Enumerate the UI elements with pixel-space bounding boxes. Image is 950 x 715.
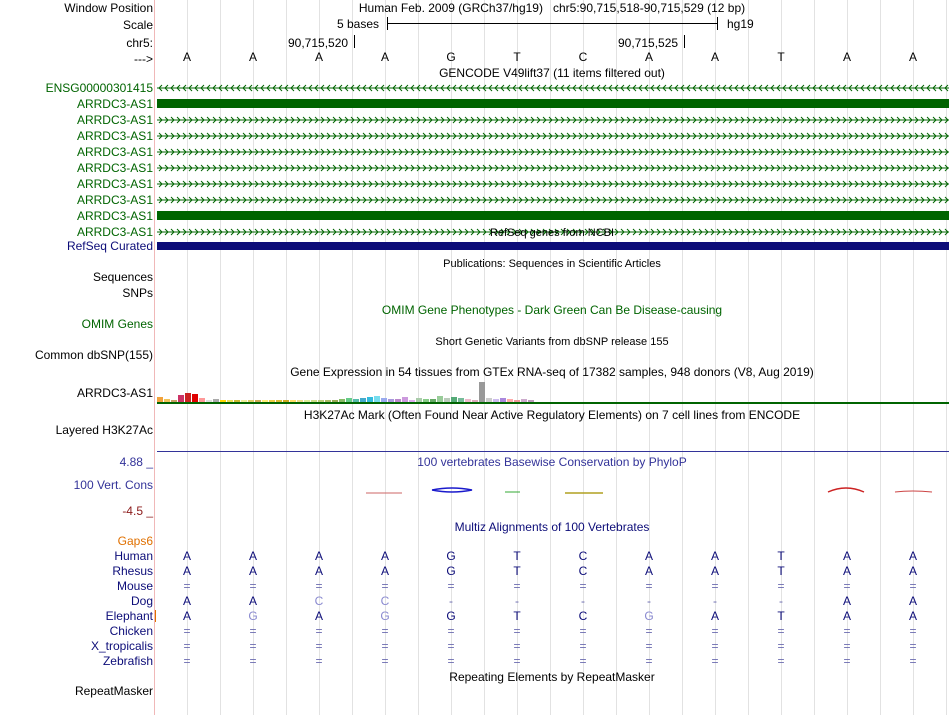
alignment-base: = [381, 639, 389, 653]
alignment-base: = [381, 654, 389, 668]
alignment-base: - [779, 594, 783, 608]
gencode-item-label[interactable]: ARRDC3-AS1 [76, 161, 153, 175]
alignment-base: = [315, 654, 323, 668]
alignment-base: = [579, 579, 587, 593]
dbsnp-track-title[interactable]: Short Genetic Variants from dbSNP release 155 [435, 336, 669, 348]
alignment-base: A [248, 549, 258, 563]
assembly-label: hg19 [727, 17, 754, 31]
alignment-base: G [446, 564, 456, 578]
alignment-base: A [182, 549, 192, 563]
window-position-label: Window Position [64, 1, 153, 15]
window-position-value: Human Feb. 2009 (GRCh37/hg19) chr5:90,715,518-90,715,529 (12 bp) [358, 1, 746, 15]
alignment-base: A [314, 564, 324, 578]
alignment-base: A [314, 549, 324, 563]
publications-track-title[interactable]: Publications: Sequences in Scientific Articles [443, 258, 661, 270]
conservation-min-label: -4.5 _ [122, 504, 153, 518]
alignment-base: = [381, 579, 389, 593]
alignment-base: = [645, 624, 653, 638]
alignment-base: A [248, 594, 258, 608]
alignment-base: = [777, 624, 785, 638]
gencode-item-label[interactable]: ARRDC3-AS1 [76, 193, 153, 207]
ruler-base: A [842, 50, 852, 64]
alignment-base: A [842, 549, 852, 563]
alignment-base: C [578, 564, 588, 578]
alignment-base: T [777, 549, 785, 563]
coordinate-label-1: 90,715,520 [288, 36, 349, 50]
species-label[interactable]: X_tropicalis [90, 639, 153, 653]
alignment-base: = [513, 579, 521, 593]
species-label[interactable]: Mouse [116, 579, 153, 593]
species-label[interactable]: Chicken [109, 624, 153, 638]
gencode-intron-line[interactable] [157, 163, 949, 173]
species-label[interactable]: Human [114, 549, 153, 563]
gencode-track-title[interactable]: GENCODE V49lift37 (11 items filtered out) [439, 66, 665, 80]
alignment-base: T [777, 564, 785, 578]
alignment-base: = [645, 639, 653, 653]
alignment-base: = [777, 579, 785, 593]
gencode-intron-line[interactable] [157, 131, 949, 141]
alignment-base: C [380, 594, 390, 608]
gencode-intron-line[interactable] [157, 115, 949, 125]
coordinate-label-2: 90,715,525 [618, 36, 679, 50]
alignment-base: A [380, 564, 390, 578]
gtex-tissue-bar[interactable] [192, 394, 198, 402]
gencode-item-label[interactable]: ARRDC3-AS1 [76, 129, 153, 143]
alignment-base: = [909, 654, 917, 668]
scale-bar-left-tick [387, 17, 388, 30]
alignment-base: A [314, 609, 324, 623]
alignment-base: A [710, 609, 720, 623]
ruler-base: A [314, 50, 324, 64]
gtex-tissue-bar[interactable] [185, 393, 191, 402]
gencode-item-label[interactable]: ARRDC3-AS1 [76, 113, 153, 127]
ruler-base: G [446, 50, 456, 64]
alignment-base: A [380, 549, 390, 563]
alignment-base: = [183, 579, 191, 593]
repeatmasker-track-title[interactable]: Repeating Elements by RepeatMasker [449, 670, 655, 684]
alignment-base: = [513, 624, 521, 638]
alignment-base: = [777, 654, 785, 668]
gencode-item-label[interactable]: ARRDC3-AS1 [76, 145, 153, 159]
alignment-base: A [182, 594, 192, 608]
publications-track-label[interactable]: Sequences [92, 270, 153, 284]
ruler-base: A [380, 50, 390, 64]
alignment-base: = [909, 639, 917, 653]
alignment-base: - [647, 594, 651, 608]
alignment-base: A [908, 609, 918, 623]
gencode-exon-bar[interactable] [157, 99, 949, 108]
alignment-base: = [711, 579, 719, 593]
refseq-gene-bar[interactable] [157, 242, 949, 250]
conservation-max-label: 4.88 _ [119, 455, 153, 469]
ruler-base: A [248, 50, 258, 64]
species-label[interactable]: Zebrafish [102, 654, 153, 668]
alignment-base: = [183, 639, 191, 653]
alignment-base: C [314, 594, 324, 608]
dbsnp-track-label[interactable]: Common dbSNP(155) [34, 348, 153, 362]
alignment-base: T [513, 564, 521, 578]
gencode-item-label[interactable]: ARRDC3-AS1 [76, 177, 153, 191]
gtex-tissue-bar[interactable] [178, 395, 184, 402]
ruler-base: A [710, 50, 720, 64]
conservation-plot[interactable] [0, 480, 950, 500]
gencode-intron-line[interactable] [157, 83, 949, 93]
h3k27ac-track-label[interactable]: Layered H3K27Ac [55, 423, 153, 437]
conservation-track-label[interactable]: 100 Vert. Cons [73, 478, 153, 492]
alignment-base: = [711, 639, 719, 653]
alignment-base: A [908, 594, 918, 608]
gencode-item-label[interactable]: ARRDC3-AS1 [76, 225, 153, 239]
alignment-base: A [908, 549, 918, 563]
gtex-track-title[interactable]: Gene Expression in 54 tissues from GTEx RNA-seq of 17382 samples, 948 donors (V8, Aug 2019) [290, 365, 814, 379]
alignment-base: G [446, 609, 456, 623]
alignment-base: A [182, 564, 192, 578]
alignment-base: = [645, 579, 653, 593]
gtex-track-label[interactable]: ARRDC3-AS1 [76, 386, 153, 400]
gencode-intron-line[interactable] [157, 147, 949, 157]
scale-bar-right-tick [717, 17, 718, 30]
gencode-intron-line[interactable] [157, 179, 949, 189]
h3k27ac-baseline [157, 451, 949, 452]
alignment-base: - [713, 594, 717, 608]
chrom-label: chr5: [126, 36, 153, 50]
alignment-base: = [843, 579, 851, 593]
alignment-base: - [449, 594, 453, 608]
alignment-base: = [447, 624, 455, 638]
scale-label: Scale [122, 18, 153, 32]
refseq-track-title[interactable]: RefSeq genes from NCBI [489, 227, 615, 239]
alignment-base: C [578, 609, 588, 623]
alignment-base: = [315, 579, 323, 593]
alignment-base: - [515, 594, 519, 608]
alignment-base: = [249, 624, 257, 638]
alignment-base: = [249, 579, 257, 593]
alignment-base: = [909, 579, 917, 593]
alignment-base: G [446, 549, 456, 563]
ruler-base: T [513, 50, 521, 64]
alignment-base: = [249, 639, 257, 653]
strand-label: ---> [134, 52, 153, 66]
snps-track-label[interactable]: SNPs [122, 286, 153, 300]
alignment-base: - [581, 594, 585, 608]
alignment-base: A [182, 609, 192, 623]
alignment-base: = [447, 579, 455, 593]
alignment-base: = [513, 639, 521, 653]
gtex-tissue-bar[interactable] [479, 382, 485, 402]
alignment-base: = [315, 639, 323, 653]
alignment-base: = [447, 654, 455, 668]
alignment-base: C [578, 549, 588, 563]
alignment-base: = [645, 654, 653, 668]
alignment-base: G [248, 609, 258, 623]
alignment-base: A [644, 564, 654, 578]
species-label[interactable]: Dog [130, 594, 153, 608]
alignment-base: A [908, 564, 918, 578]
alignment-base: = [315, 624, 323, 638]
ruler-base: C [578, 50, 588, 64]
gencode-exon-bar[interactable] [157, 211, 949, 220]
alignment-base: = [711, 654, 719, 668]
h3k27ac-track-title[interactable]: H3K27Ac Mark (Often Found Near Active Regulatory Elements) on 7 cell lines from ENCODE [303, 408, 801, 422]
alignment-base: A [248, 564, 258, 578]
alignment-base: = [381, 624, 389, 638]
species-label[interactable]: Rhesus [112, 564, 153, 578]
alignment-base: = [843, 624, 851, 638]
coordinate-tick-1 [354, 35, 355, 48]
alignment-base: = [249, 654, 257, 668]
alignment-base: A [710, 549, 720, 563]
coordinate-tick-2 [684, 35, 685, 48]
ruler-base: T [777, 50, 785, 64]
alignment-base: T [513, 549, 521, 563]
alignment-base: = [711, 624, 719, 638]
alignment-base: = [183, 624, 191, 638]
gencode-item-label[interactable]: ARRDC3-AS1 [76, 97, 153, 111]
ruler-base: A [908, 50, 918, 64]
multiz-track-title[interactable]: Multiz Alignments of 100 Vertebrates [454, 520, 650, 534]
alignment-base: A [842, 594, 852, 608]
elephant-gap-marker [155, 610, 156, 622]
alignment-base: A [710, 564, 720, 578]
alignment-base: = [909, 624, 917, 638]
scale-value: 5 bases [337, 17, 380, 31]
alignment-base: = [843, 654, 851, 668]
gtex-gene-bar[interactable] [157, 402, 949, 404]
alignment-base: A [644, 549, 654, 563]
refseq-track-label[interactable]: RefSeq Curated [66, 239, 153, 253]
alignment-base: T [777, 609, 785, 623]
label-column-divider [154, 0, 155, 715]
omim-track-title[interactable]: OMIM Gene Phenotypes - Dark Green Can Be Disease-causing [381, 303, 723, 317]
alignment-base: = [579, 654, 587, 668]
ruler-base: A [182, 50, 192, 64]
alignment-base: A [842, 609, 852, 623]
alignment-base: = [183, 654, 191, 668]
alignment-base: G [644, 609, 654, 623]
alignment-base: = [777, 639, 785, 653]
alignment-base: = [579, 624, 587, 638]
alignment-base: = [843, 639, 851, 653]
alignment-base: = [579, 639, 587, 653]
alignment-base: A [842, 564, 852, 578]
conservation-track-title[interactable]: 100 vertebrates Basewise Conservation by PhyloP [417, 455, 687, 469]
gencode-intron-line[interactable] [157, 195, 949, 205]
alignment-base: G [380, 609, 390, 623]
alignment-base: = [447, 639, 455, 653]
scale-bar [387, 23, 717, 24]
ruler-base: A [644, 50, 654, 64]
alignment-base: = [513, 654, 521, 668]
gencode-item-label[interactable]: ARRDC3-AS1 [76, 209, 153, 223]
species-label[interactable]: Elephant [105, 609, 153, 623]
repeatmasker-track-label[interactable]: RepeatMasker [74, 684, 153, 698]
gencode-item-label[interactable]: ENSG00000301415 [45, 81, 153, 95]
gaps-label: Gaps6 [117, 534, 153, 548]
omim-track-label[interactable]: OMIM Genes [81, 317, 153, 331]
alignment-base: T [513, 609, 521, 623]
